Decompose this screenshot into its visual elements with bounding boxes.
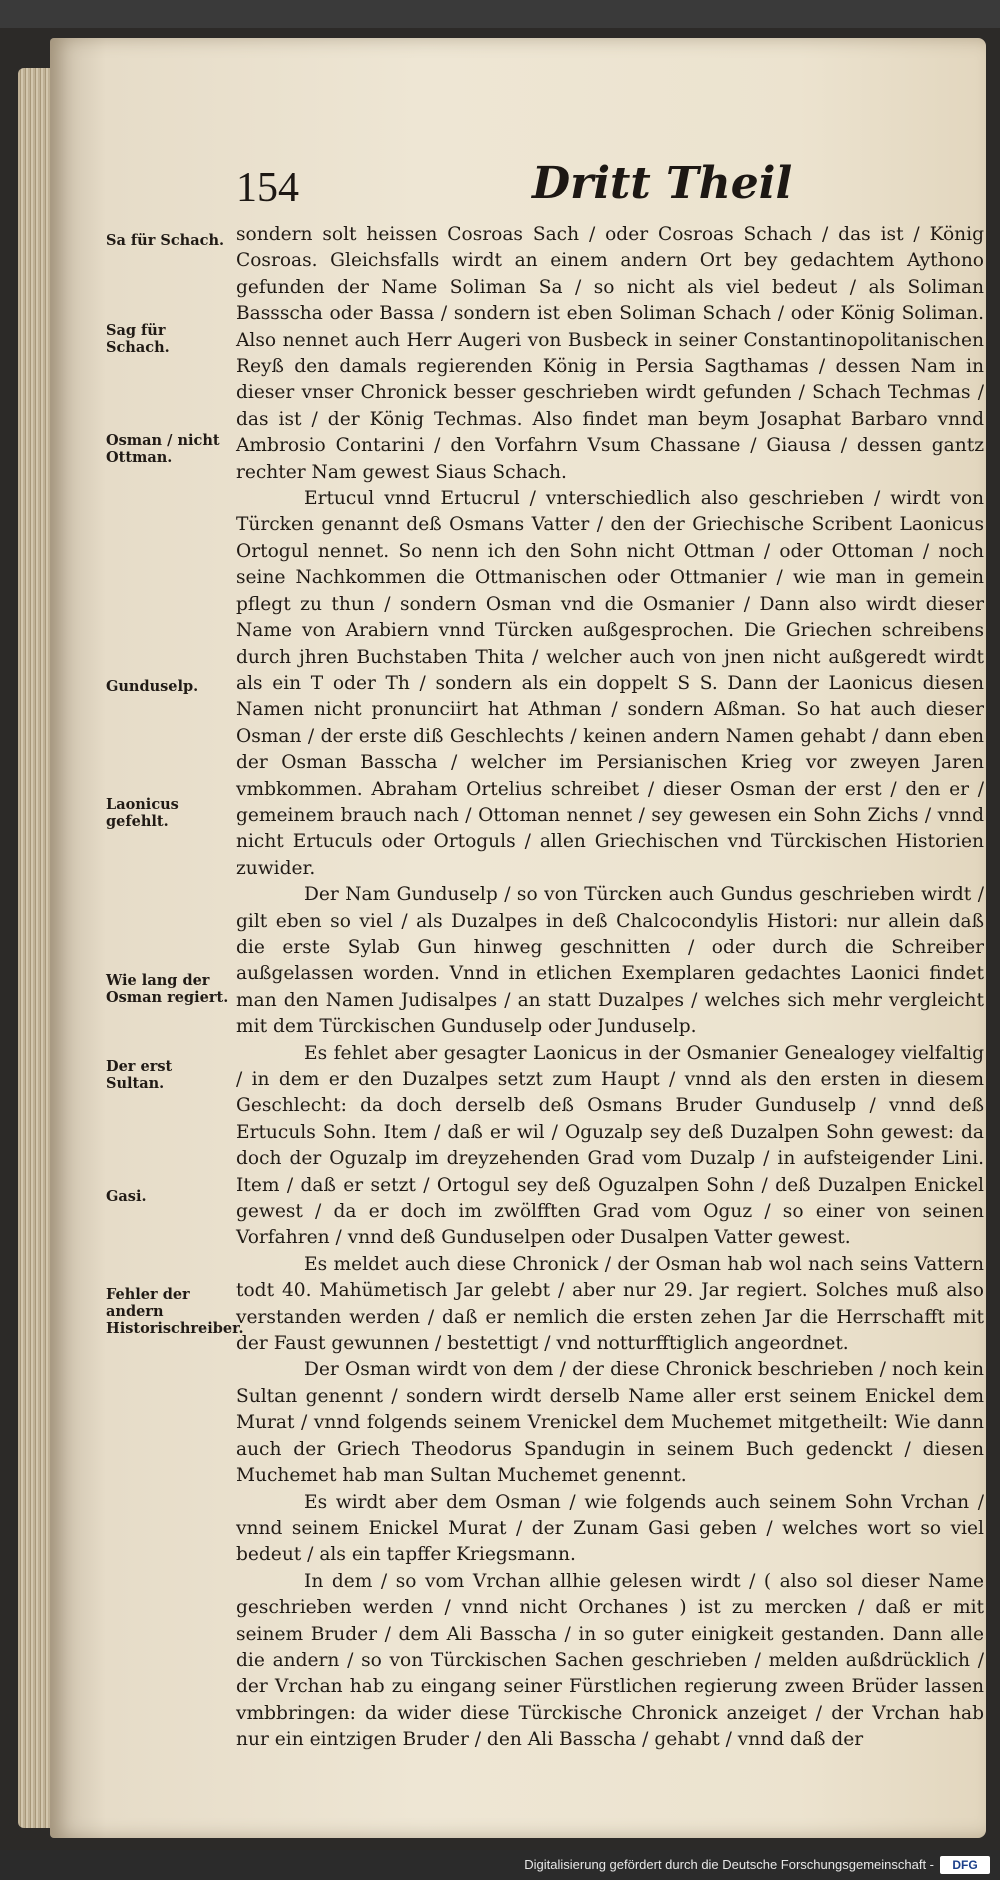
page-number: 154	[236, 165, 299, 211]
page-header	[236, 158, 936, 218]
margin-note: Sa für Schach.	[106, 232, 225, 249]
margin-note: Fehler der andern Historischreiber.	[106, 1286, 244, 1337]
paragraph: Es wirdt aber dem Osman / wie folgends auch seinem Sohn Vrchan / vnnd seinem Enickel Murat / der Zunam Gasi geben / welches wort so viel bedeut / als ein tapffer Kriegsmann.	[236, 1491, 984, 1566]
margin-note: Gasi.	[106, 1188, 147, 1205]
paragraph: In dem / so vom Vrchan allhie gelesen wirdt / ( also sol dieser Name geschrieben werden / vnnd nicht Orchanes ) ist zu mercken / daß er mit seinem Bruder / dem Ali Basscha / in so guter einigkeit gestanden. Dann alle die andern / so von Türckischen Sachen geschrieben / melden außdrücklich / der Vrchan hab zu eingang seiner Fürstlichen regierung zween Brüder lassen vmbbringen: da wider diese Türckische Chronick anzeiget / der Vrchan hab nur ein eintzigen Bruder / den Ali Basscha / gehabt / vnnd daß der	[236, 1570, 984, 1751]
digitization-credit: Digitalisierung gefördert durch die Deutsche Forschungsgemeinschaft -	[524, 1857, 934, 1872]
paragraph: Es meldet auch diese Chronick / der Osman hab wol nach seins Vattern todt 40. Mahümetisch Jar gelebt / aber nur 29. Jar regiert. Solches muß also verstanden werden / daß er nemlich die ersten zehen Jar die Herrschafft mit der Faust gewunnen / bestettigt / vnd notturfftiglich angeordnet.	[236, 1253, 984, 1355]
paragraph: Es fehlet aber gesagter Laonicus in der Osmanier Genealogey vielfaltig / in dem er den Duzalpes setzt zum Haupt / vnnd als den ersten in diesem Geschlecht: da doch derselb deß Osmans Bruder Gunduselp / vnnd deß Ertuculs Sohn. Item / daß er wil / Oguzalp sey deß Duzalpen Sohn gewest: da doch der Oguzalp im dreyzehenden Grad vom Duzalp / in aufsteigender Lini. Item / daß er setzt / Ortogul sey deß Oguzalpen Sohn / deß Duzalpen Enickel gewest / da er doch im zwölfften Grad vom Oguz / so einer von seinen Vorfahren / vnnd deß Gunduselpen oder Dusalpen Vatter gewest.	[236, 1042, 984, 1249]
margin-note: Gunduselp.	[106, 678, 199, 695]
margin-note: Wie lang der Osman regiert.	[106, 972, 229, 1006]
running-title: Dritt Theil	[532, 158, 793, 209]
margin-note: Sag für Schach.	[106, 322, 170, 356]
footer-bar	[0, 1850, 1000, 1880]
dfg-logo: DFG	[940, 1856, 990, 1874]
paragraph: Der Osman wirdt von dem / der diese Chronick beschrieben / noch kein Sultan genennt / sondern wirdt derselb Name aller erst seinem Enickel dem Murat / vnnd folgends seinem Vrenickel dem Muchemet mitgetheilt: Wie dann auch der Griech Theodorus Spandugin in seinem Buch gedenckt / diesen Muchemet hab man Sultan Muchemet genennt.	[236, 1359, 984, 1487]
book-page-edges	[18, 68, 52, 1828]
margin-notes	[106, 0, 244, 1800]
margin-note: Osman / nicht Ottman.	[106, 432, 220, 466]
main-text	[236, 222, 984, 1754]
margin-note: Laonicus gefehlt.	[106, 796, 179, 830]
paragraph: Der Nam Gunduselp / so von Türcken auch Gundus geschrieben wirdt / gilt eben so viel / als Duzalpes in deß Chalcocondylis Histori: nur allein daß die erste Sylab Gun hinweg geschnitten / oder durch die Schreiber außgelassen worden. Vnnd in etlichen Exemplaren gedachtes Laonici findet man den Namen Judisalpes / an statt Duzalpes / welches sich mehr vergleicht mit dem Türckischen Gunduselp oder Junduselp.	[236, 884, 984, 1038]
margin-note: Der erst Sultan.	[106, 1058, 173, 1092]
paragraph: Ertucul vnnd Ertucrul / vnterschiedlich also geschrieben / wirdt von Türcken genannt deß Osmans Vatter / den der Griechische Scribent Laonicus Ortogul nennet. So nenn ich den Sohn nicht Ottman / oder Ottoman / noch seine Nachkommen die Ottmanischen oder Ottmanier / wie man in gemein pflegt zu thun / sondern Osman vnd die Osmanier / Dann also wirdt dieser Name von Arabiern vnnd Türcken außgesprochen. Die Griechen schreibens durch jhren Buchstaben Thita / welcher auch von jnen nicht außgeredt wirdt als ein T oder Th / sondern als ein doppelt S S. Dann der Laonicus diesen Namen nicht pronunciirt hat Athman / sondern Aßman. So hat auch dieser Osman / der erste diß Geschlechts / keinen andern Namen gehabt / dann eben der Osman Basscha / welcher im Persianischen Krieg vor zweyen Jaren vmbkommen. Abraham Ortelius schreibet / dieser Osman der erst / den er / gemeinem brauch nach / Ottoman nennet / sey gewesen ein Sohn Zichs / vnnd nicht Ertuculs oder Ortoguls / allen Griechischen vnd Türckischen Historien zuwider.	[236, 488, 984, 879]
paragraph: sondern solt heissen Cosroas Sach / oder Cosroas Schach / das ist / König Cosroas. Gleichsfalls wirdt an einem andern Ort bey gedachtem Aythono gefunden der Name Soliman Sa / so nicht als viel bedeut / als Soliman Bassscha oder Bassa / sondern ist eben Soliman Schach / oder König Soliman. Also nennet auch Herr Augeri von Busbeck in seiner Constantinopolitanischen Reyß den damals regierenden König in Persia Sagthamas / dessen Nam in dieser vnser Chronick besser geschrieben wirdt gefunden / Schach Techmas / das ist / der König Techmas. Also findet man beym Josaphat Barbaro vnnd Ambrosio Contarini / den Vorfahrn Vsum Chassane / Giausa / dessen gantz rechter Nam gewest Siaus Schach.	[236, 224, 984, 483]
